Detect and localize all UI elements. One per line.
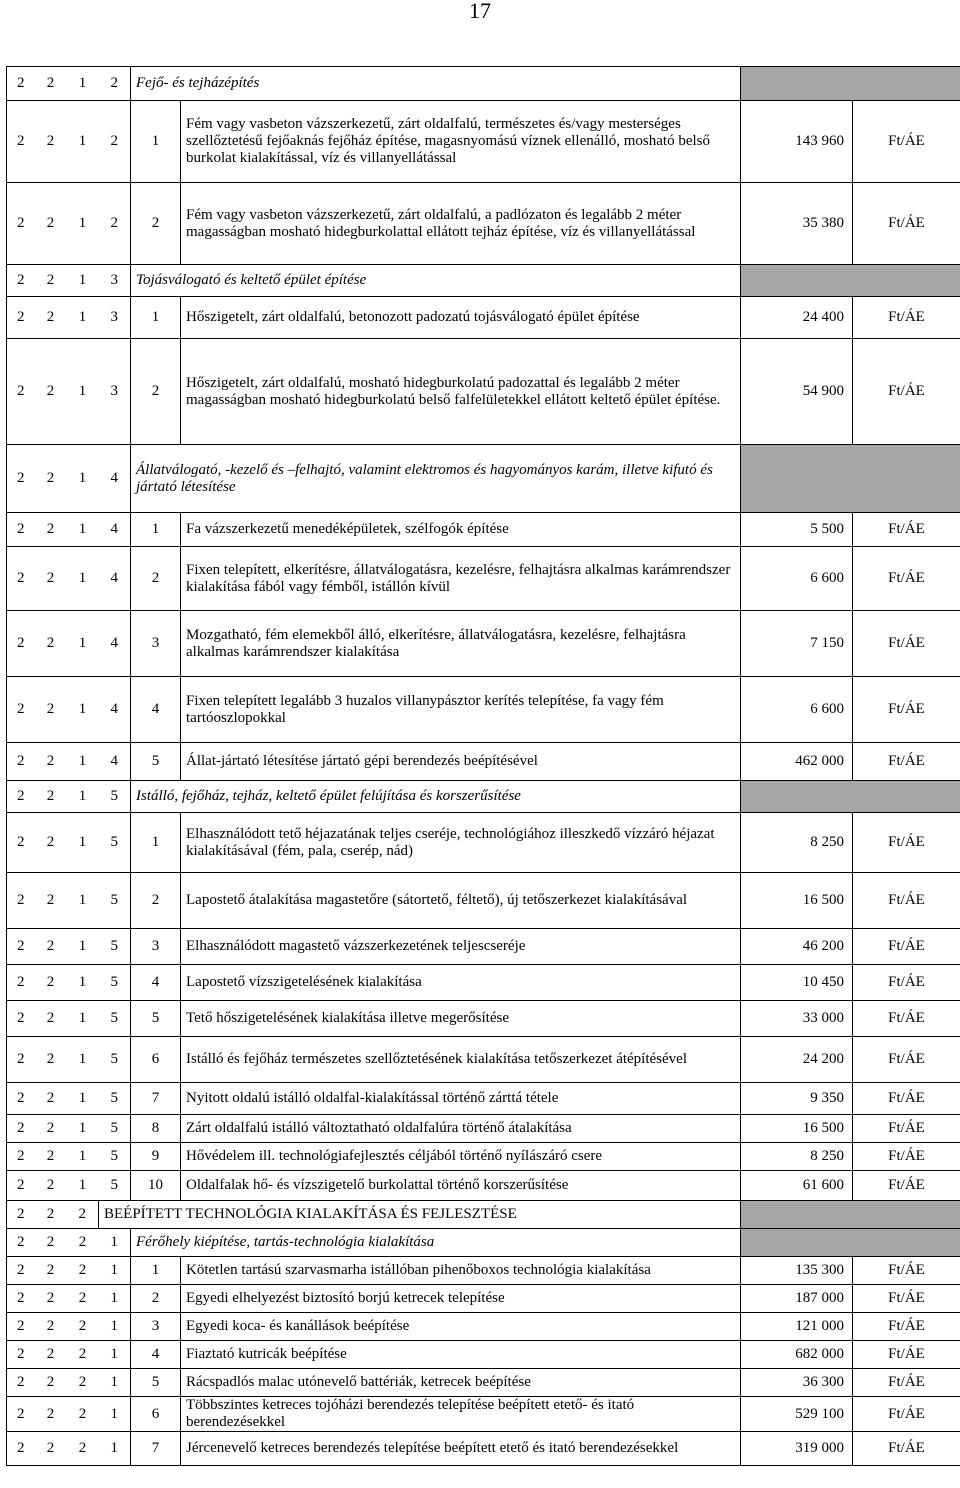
- shaded-cell: [741, 1229, 960, 1257]
- code-cell: 2: [7, 873, 35, 929]
- code-cell: 1: [99, 1257, 131, 1285]
- code-cell: 2: [7, 1369, 35, 1397]
- code-cell: 2: [67, 1341, 99, 1369]
- item-description: Zárt oldalfalú istálló változtatható oldalfalúra történő átalakítása: [181, 1115, 741, 1143]
- code-cell: 2: [35, 1115, 67, 1143]
- code-cell: 5: [99, 965, 131, 1001]
- item-description: Többszintes ketreces tojóházi berendezés telepítése beépített etető- és itató berendezésekkel: [181, 1397, 741, 1432]
- item-description: Istálló és fejőház természetes szellőztetésének kialakítása tetőszerkezet átépítésével: [181, 1037, 741, 1083]
- code-cell: 1: [67, 929, 99, 965]
- table-row: [7, 1171, 960, 1201]
- table-row: [7, 101, 960, 183]
- code-cell: 2: [7, 1313, 35, 1341]
- amount-cell: 10 450: [741, 965, 853, 1001]
- code-cell: 2: [35, 1397, 67, 1432]
- code-cell: 1: [131, 813, 181, 873]
- code-cell: 2: [131, 339, 181, 445]
- code-cell: 2: [35, 1257, 67, 1285]
- amount-cell: 61 600: [741, 1171, 853, 1201]
- code-cell: 1: [99, 1229, 131, 1257]
- code-cell: 2: [7, 445, 35, 513]
- amount-cell: 319 000: [741, 1432, 853, 1466]
- code-cell: 1: [67, 67, 99, 101]
- table-row: [7, 1037, 960, 1083]
- code-cell: 2: [35, 929, 67, 965]
- code-cell: 5: [99, 873, 131, 929]
- code-cell: 2: [35, 445, 67, 513]
- code-cell: 1: [67, 513, 99, 547]
- code-cell: 2: [35, 1285, 67, 1313]
- code-cell: 1: [67, 1001, 99, 1037]
- amount-cell: 24 400: [741, 297, 853, 339]
- heading-text: Férőhely kiépítése, tartás-technológia kialakítása: [131, 1229, 741, 1257]
- code-cell: 1: [131, 513, 181, 547]
- amount-cell: 135 300: [741, 1257, 853, 1285]
- code-cell: 5: [99, 813, 131, 873]
- unit-cell: Ft/ÁE: [853, 1083, 960, 1115]
- code-cell: 2: [35, 1341, 67, 1369]
- unit-cell: Ft/ÁE: [853, 1285, 960, 1313]
- code-cell: 2: [35, 677, 67, 743]
- code-cell: 2: [7, 1201, 35, 1229]
- code-cell: 7: [131, 1083, 181, 1115]
- unit-cell: Ft/ÁE: [853, 1257, 960, 1285]
- item-description: Fixen telepített, elkerítésre, állatválogatásra, kezelésre, felhajtásra alkalmas karámrendszer kialakítása fából vagy fémből, istállón kívül: [181, 547, 741, 611]
- item-description: Lapostető átalakítása magastetőre (sátortető, féltető), új tetőszerkezet kialakításával: [181, 873, 741, 929]
- table-row: [7, 513, 960, 547]
- code-cell: 1: [99, 1285, 131, 1313]
- code-cell: 1: [99, 1369, 131, 1397]
- table-row: [7, 1432, 960, 1466]
- code-cell: 2: [67, 1285, 99, 1313]
- table-row: [7, 1397, 960, 1432]
- code-cell: 1: [99, 1432, 131, 1466]
- shaded-cell: [741, 265, 960, 297]
- unit-cell: Ft/ÁE: [853, 547, 960, 611]
- amount-cell: 7 150: [741, 611, 853, 677]
- unit-cell: Ft/ÁE: [853, 339, 960, 445]
- code-cell: 5: [99, 1001, 131, 1037]
- table-row: [7, 743, 960, 781]
- amount-cell: 8 250: [741, 1143, 853, 1171]
- heading-text: Állatválogató, -kezelő és –felhajtó, valamint elektromos és hagyományos karám, illetve kifutó és jártató létesítése: [131, 445, 741, 513]
- item-description: Elhasználódott magastető vázszerkezetének teljescseréje: [181, 929, 741, 965]
- item-description: Hőszigetelt, zárt oldalfalú, mosható hidegburkolatú padozattal és legalább 2 méter magasságban mosható hidegburkolatú belső falfelületekkel ellátott keltető épület építése.: [181, 339, 741, 445]
- code-cell: 3: [131, 929, 181, 965]
- code-cell: 2: [67, 1397, 99, 1432]
- code-cell: 2: [7, 813, 35, 873]
- table-row: [7, 1115, 960, 1143]
- unit-cell: Ft/ÁE: [853, 1341, 960, 1369]
- code-cell: 1: [67, 339, 99, 445]
- amount-cell: 143 960: [741, 101, 853, 183]
- item-description: Nyitott oldalú istálló oldalfal-kialakítással történő zárttá tétele: [181, 1083, 741, 1115]
- amount-cell: 187 000: [741, 1285, 853, 1313]
- heading-text: BEÉPÍTETT TECHNOLÓGIA KIALAKÍTÁSA ÉS FEJLESZTÉSE: [99, 1201, 741, 1229]
- code-cell: 2: [35, 67, 67, 101]
- code-cell: 2: [7, 339, 35, 445]
- amount-cell: 35 380: [741, 183, 853, 265]
- code-cell: 2: [35, 1369, 67, 1397]
- code-cell: 1: [67, 813, 99, 873]
- code-cell: 2: [131, 1285, 181, 1313]
- code-cell: 2: [7, 781, 35, 813]
- heading-row: [7, 67, 960, 101]
- item-description: Egyedi elhelyezést biztosító borjú ketrecek telepítése: [181, 1285, 741, 1313]
- code-cell: 1: [67, 1037, 99, 1083]
- unit-cell: Ft/ÁE: [853, 1171, 960, 1201]
- code-cell: 2: [35, 183, 67, 265]
- unit-cell: Ft/ÁE: [853, 297, 960, 339]
- code-cell: 2: [35, 1171, 67, 1201]
- code-cell: 2: [35, 1143, 67, 1171]
- code-cell: 3: [99, 339, 131, 445]
- section-row: [7, 1201, 960, 1229]
- unit-cell: Ft/ÁE: [853, 813, 960, 873]
- code-cell: 2: [7, 1229, 35, 1257]
- code-cell: 2: [35, 781, 67, 813]
- unit-cell: Ft/ÁE: [853, 513, 960, 547]
- code-cell: 2: [7, 965, 35, 1001]
- code-cell: 2: [67, 1369, 99, 1397]
- unit-cell: Ft/ÁE: [853, 965, 960, 1001]
- code-cell: 2: [7, 677, 35, 743]
- code-cell: 1: [99, 1397, 131, 1432]
- code-cell: 5: [99, 1037, 131, 1083]
- table-row: [7, 1001, 960, 1037]
- code-cell: 1: [99, 1341, 131, 1369]
- heading-row: [7, 1229, 960, 1257]
- unit-cell: Ft/ÁE: [853, 1001, 960, 1037]
- code-cell: 2: [35, 265, 67, 297]
- amount-cell: 33 000: [741, 1001, 853, 1037]
- code-cell: 2: [35, 965, 67, 1001]
- table-row: [7, 1143, 960, 1171]
- page-number: 17: [469, 0, 491, 23]
- table-row: [7, 813, 960, 873]
- unit-cell: Ft/ÁE: [853, 929, 960, 965]
- code-cell: 1: [67, 781, 99, 813]
- amount-cell: 24 200: [741, 1037, 853, 1083]
- code-cell: 4: [131, 1341, 181, 1369]
- code-cell: 2: [35, 873, 67, 929]
- code-cell: 2: [7, 183, 35, 265]
- amount-cell: 16 500: [741, 873, 853, 929]
- table-row: [7, 339, 960, 445]
- code-cell: 7: [131, 1432, 181, 1466]
- item-description: Elhasználódott tető héjazatának teljes cseréje, technológiához illeszkedő vízzáró héjazat kialakításával (fém, pala, cserép, nád): [181, 813, 741, 873]
- amount-cell: 462 000: [741, 743, 853, 781]
- code-cell: 1: [67, 101, 99, 183]
- heading-row: [7, 265, 960, 297]
- code-cell: 1: [67, 183, 99, 265]
- table-row: [7, 873, 960, 929]
- code-cell: 2: [7, 1143, 35, 1171]
- table-row: [7, 1341, 960, 1369]
- item-description: Kötetlen tartású szarvasmarha istállóban pihenőboxos technológia kialakítása: [181, 1257, 741, 1285]
- amount-cell: 529 100: [741, 1397, 853, 1432]
- code-cell: 2: [35, 1037, 67, 1083]
- code-cell: 2: [35, 101, 67, 183]
- shaded-cell: [741, 445, 960, 513]
- table-row: [7, 965, 960, 1001]
- code-cell: 2: [7, 1171, 35, 1201]
- code-cell: 2: [131, 547, 181, 611]
- code-cell: 2: [7, 101, 35, 183]
- code-cell: 2: [7, 611, 35, 677]
- code-cell: 2: [35, 1001, 67, 1037]
- code-cell: 2: [7, 1397, 35, 1432]
- item-description: Fixen telepített legalább 3 huzalos villanypásztor kerítés telepítése, fa vagy fém tartóoszlopokkal: [181, 677, 741, 743]
- code-cell: 8: [131, 1115, 181, 1143]
- code-cell: 2: [67, 1257, 99, 1285]
- table-row: [7, 929, 960, 965]
- code-cell: 1: [131, 297, 181, 339]
- code-cell: 2: [7, 1083, 35, 1115]
- heading-row: [7, 781, 960, 813]
- code-cell: 1: [67, 297, 99, 339]
- code-cell: 5: [99, 781, 131, 813]
- shaded-cell: [741, 1201, 960, 1229]
- code-cell: 2: [67, 1432, 99, 1466]
- table-row: [7, 677, 960, 743]
- code-cell: 2: [7, 67, 35, 101]
- item-description: Fém vagy vasbeton vázszerkezetű, zárt oldalfalú, természetes és/vagy mesterséges szellőztetésű fejőaknás fejőház építése, magasnyomású víznek ellenálló, mosható belső burkolat kialakítással, víz és villanyellátással: [181, 101, 741, 183]
- code-cell: 2: [35, 1083, 67, 1115]
- code-cell: 2: [35, 611, 67, 677]
- code-cell: 1: [67, 1115, 99, 1143]
- code-cell: 2: [7, 1001, 35, 1037]
- unit-cell: Ft/ÁE: [853, 101, 960, 183]
- code-cell: 5: [131, 743, 181, 781]
- item-description: Mozgatható, fém elemekből álló, elkerítésre, állatválogatásra, kezelésre, felhajtásra alkalmas karámrendszer kialakítása: [181, 611, 741, 677]
- code-cell: 4: [99, 445, 131, 513]
- item-description: Jércenevelő ketreces berendezés telepítése beépített etető és itató berendezésekkel: [181, 1432, 741, 1466]
- amount-cell: 121 000: [741, 1313, 853, 1341]
- item-description: Rácspadlós malac utónevelő battériák, ketrecek beépítése: [181, 1369, 741, 1397]
- code-cell: 1: [131, 101, 181, 183]
- unit-cell: Ft/ÁE: [853, 873, 960, 929]
- code-cell: 4: [99, 547, 131, 611]
- table-row: [7, 183, 960, 265]
- code-cell: 6: [131, 1037, 181, 1083]
- code-cell: 3: [99, 297, 131, 339]
- item-description: Tető hőszigetelésének kialakítása illetve megerősítése: [181, 1001, 741, 1037]
- heading-row: [7, 445, 960, 513]
- code-cell: 4: [131, 965, 181, 1001]
- code-cell: 1: [67, 677, 99, 743]
- code-cell: 1: [67, 873, 99, 929]
- unit-cell: Ft/ÁE: [853, 1369, 960, 1397]
- code-cell: 2: [7, 929, 35, 965]
- code-cell: 1: [67, 445, 99, 513]
- table-row: [7, 297, 960, 339]
- shaded-cell: [741, 781, 960, 813]
- code-cell: 2: [99, 67, 131, 101]
- code-cell: 1: [67, 743, 99, 781]
- code-cell: 1: [67, 965, 99, 1001]
- unit-cell: Ft/ÁE: [853, 677, 960, 743]
- code-cell: 5: [131, 1369, 181, 1397]
- code-cell: 3: [99, 265, 131, 297]
- code-cell: 2: [35, 297, 67, 339]
- table-row: [7, 611, 960, 677]
- code-cell: 2: [7, 1341, 35, 1369]
- code-cell: 2: [7, 513, 35, 547]
- item-description: Állat-jártató létesítése jártató gépi berendezés beépítésével: [181, 743, 741, 781]
- code-cell: 2: [131, 183, 181, 265]
- code-cell: 6: [131, 1397, 181, 1432]
- amount-cell: 6 600: [741, 547, 853, 611]
- code-cell: 2: [7, 265, 35, 297]
- code-cell: 1: [67, 265, 99, 297]
- unit-cell: Ft/ÁE: [853, 1397, 960, 1432]
- code-cell: 2: [7, 743, 35, 781]
- code-cell: 5: [99, 1083, 131, 1115]
- code-cell: 2: [7, 1257, 35, 1285]
- unit-cell: Ft/ÁE: [853, 183, 960, 265]
- table-row: [7, 547, 960, 611]
- unit-cell: Ft/ÁE: [853, 1432, 960, 1466]
- item-description: Fém vagy vasbeton vázszerkezetű, zárt oldalfalú, a padlózaton és legalább 2 méter magasságban mosható hidegburkolattal ellátott tejház építése, víz és villanyellátással: [181, 183, 741, 265]
- code-cell: 3: [131, 611, 181, 677]
- code-cell: 2: [35, 813, 67, 873]
- code-cell: 4: [99, 743, 131, 781]
- code-cell: 3: [131, 1313, 181, 1341]
- item-description: Fa vázszerkezetű menedéképületek, szélfogók építése: [181, 513, 741, 547]
- heading-text: Fejő- és tejházépítés: [131, 67, 741, 101]
- code-cell: 2: [67, 1201, 99, 1229]
- code-cell: 2: [99, 183, 131, 265]
- code-cell: 2: [7, 1115, 35, 1143]
- code-cell: 1: [99, 1313, 131, 1341]
- table-row: [7, 1313, 960, 1341]
- item-description: Hőszigetelt, zárt oldalfalú, betonozott padozatú tojásválogató épület építése: [181, 297, 741, 339]
- table-row: [7, 1257, 960, 1285]
- code-cell: 2: [35, 1313, 67, 1341]
- amount-cell: 36 300: [741, 1369, 853, 1397]
- item-description: Oldalfalak hő- és vízszigetelő burkolattal történő korszerűsítése: [181, 1171, 741, 1201]
- code-cell: 5: [131, 1001, 181, 1037]
- table-row: [7, 1369, 960, 1397]
- code-cell: 1: [67, 1143, 99, 1171]
- table-row: [7, 1083, 960, 1115]
- code-cell: 10: [131, 1171, 181, 1201]
- heading-text: Tojásválogató és keltető épület építése: [131, 265, 741, 297]
- amount-cell: 9 350: [741, 1083, 853, 1115]
- code-cell: 2: [35, 513, 67, 547]
- code-cell: 2: [7, 547, 35, 611]
- code-cell: 2: [67, 1229, 99, 1257]
- code-cell: 4: [99, 513, 131, 547]
- amount-cell: 46 200: [741, 929, 853, 965]
- amount-cell: 5 500: [741, 513, 853, 547]
- unit-cell: Ft/ÁE: [853, 743, 960, 781]
- unit-cell: Ft/ÁE: [853, 1037, 960, 1083]
- unit-cell: Ft/ÁE: [853, 611, 960, 677]
- item-description: Hővédelem ill. technológiafejlesztés céljából történő nyílászáró csere: [181, 1143, 741, 1171]
- code-cell: 1: [131, 1257, 181, 1285]
- code-cell: 2: [35, 1432, 67, 1466]
- item-description: Egyedi koca- és kanállások beépítése: [181, 1313, 741, 1341]
- code-cell: 5: [99, 1143, 131, 1171]
- amount-cell: 54 900: [741, 339, 853, 445]
- code-cell: 4: [99, 611, 131, 677]
- code-cell: 2: [35, 339, 67, 445]
- heading-text: Istálló, fejőház, tejház, keltető épület felújítása és korszerűsítése: [131, 781, 741, 813]
- code-cell: 1: [67, 611, 99, 677]
- code-cell: 2: [67, 1313, 99, 1341]
- code-cell: 5: [99, 1171, 131, 1201]
- code-cell: 2: [35, 743, 67, 781]
- amount-cell: 8 250: [741, 813, 853, 873]
- code-cell: 2: [99, 101, 131, 183]
- shaded-cell: [741, 67, 960, 101]
- code-cell: 5: [99, 929, 131, 965]
- code-cell: 5: [99, 1115, 131, 1143]
- code-cell: 2: [35, 1201, 67, 1229]
- code-cell: 2: [7, 1285, 35, 1313]
- table-row: [7, 1285, 960, 1313]
- code-cell: 2: [7, 1037, 35, 1083]
- amount-cell: 16 500: [741, 1115, 853, 1143]
- amount-cell: 682 000: [741, 1341, 853, 1369]
- code-cell: 1: [67, 547, 99, 611]
- code-cell: 2: [7, 1432, 35, 1466]
- item-description: Fiaztató kutricák beépítése: [181, 1341, 741, 1369]
- code-cell: 2: [35, 547, 67, 611]
- unit-cell: Ft/ÁE: [853, 1115, 960, 1143]
- code-cell: 2: [7, 297, 35, 339]
- code-cell: 4: [99, 677, 131, 743]
- code-cell: 1: [67, 1083, 99, 1115]
- item-description: Lapostető vízszigetelésének kialakítása: [181, 965, 741, 1001]
- code-cell: 1: [67, 1171, 99, 1201]
- amount-cell: 6 600: [741, 677, 853, 743]
- unit-cell: Ft/ÁE: [853, 1313, 960, 1341]
- code-cell: 2: [35, 1229, 67, 1257]
- unit-cell: Ft/ÁE: [853, 1143, 960, 1171]
- code-cell: 4: [131, 677, 181, 743]
- cost-table: [6, 66, 960, 1466]
- code-cell: 2: [131, 873, 181, 929]
- code-cell: 9: [131, 1143, 181, 1171]
